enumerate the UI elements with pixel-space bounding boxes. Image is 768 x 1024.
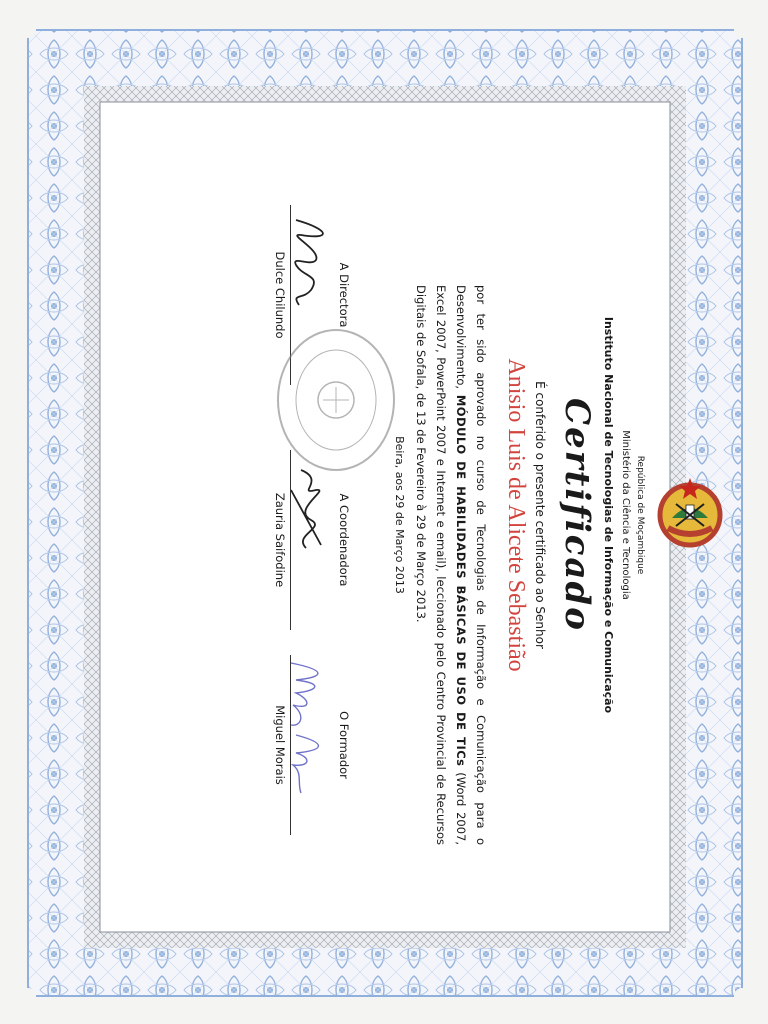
ministry-label: Ministério da Ciência e Tecnologia (620, 430, 631, 600)
signatory-name: Miguel Morais (273, 705, 287, 785)
institute-label: Instituto Nacional de Tecnologias de Informação e Comunicação (602, 316, 615, 714)
signature-line (290, 655, 291, 835)
date-place: Beira, aos 29 de Março 2013 (393, 436, 406, 594)
signatory-name: Zauria Saifodine (273, 492, 287, 588)
conferred-text: É conferido o presente certificado ao Senhor (533, 381, 547, 649)
certificate-body (411, 285, 491, 845)
signatory-title: A Directora (337, 262, 351, 328)
body-text-1: por ter sido aprovado no curso de Tecnologias de Informação e Comunicação para o Desenvolvimento, (454, 285, 488, 845)
signatory-name: Dulce Chilundo (273, 251, 287, 339)
certificate-title: Certificado (557, 398, 597, 632)
signatory-title: O Formador (337, 711, 351, 779)
module-name: MÓDULO DE HABILIDADES BÁSICAS DE USO DE TICs (454, 394, 468, 767)
republic-label: República de Moçambique (635, 455, 645, 575)
recipient-name: Anisio Luis de Alicete Sebastião (503, 358, 529, 672)
signature-line (290, 450, 291, 630)
mozambique-coat-of-arms-icon (645, 465, 735, 565)
body-text-2: (Word 2007, Excel 2007, PowerPoint 2007 e Internet e email), leccionado pelo Centro Provincial de Recursos Digitais de Sofala, de 13 de Fevereiro à 29 de Março 2013. (414, 285, 468, 846)
signatory-title: A Coordenadora (337, 493, 351, 587)
certificate-content (101, 100, 671, 930)
